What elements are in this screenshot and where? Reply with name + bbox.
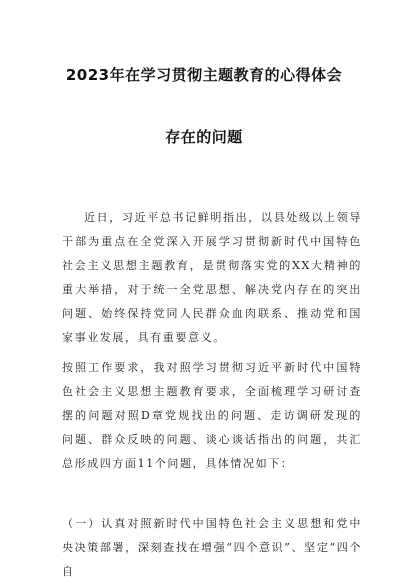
document-title: 2023年在学习贯彻主题教育的心得体会 xyxy=(65,66,343,84)
paragraph-intro: 近日，习近平总书记鲜明指出，以县处级以上领导干部为重点在全党深入开展学习贯彻新时代中国特色社会主义思想主题教育，是贯彻落实党的XX大精神的重大举措，对于统一全党思想、解决党内存在的突出问题、始终保持党同人民群众血肉联系、推动党和国家事业发展，具有重要意义。 xyxy=(62,211,362,344)
paragraph-section-one: （一）认真对照新时代中国特色社会主义思想和党中央决策部署，深刻查找在增强“四个意识”、坚定“四个自 xyxy=(62,517,362,578)
document-subtitle: 存在的问题 xyxy=(165,128,243,146)
paragraph-requirements: 按照工作要求，我对照学习贯彻习近平新时代中国特色社会主义思想主题教育要求，全面梳理学习研讨查摆的问题对照D章党规找出的问题、走访调研发现的问题、群众反映的问题、谈心谈话指出的问题，共汇总形成四方面11个问题，具体情况如下： xyxy=(62,361,362,470)
